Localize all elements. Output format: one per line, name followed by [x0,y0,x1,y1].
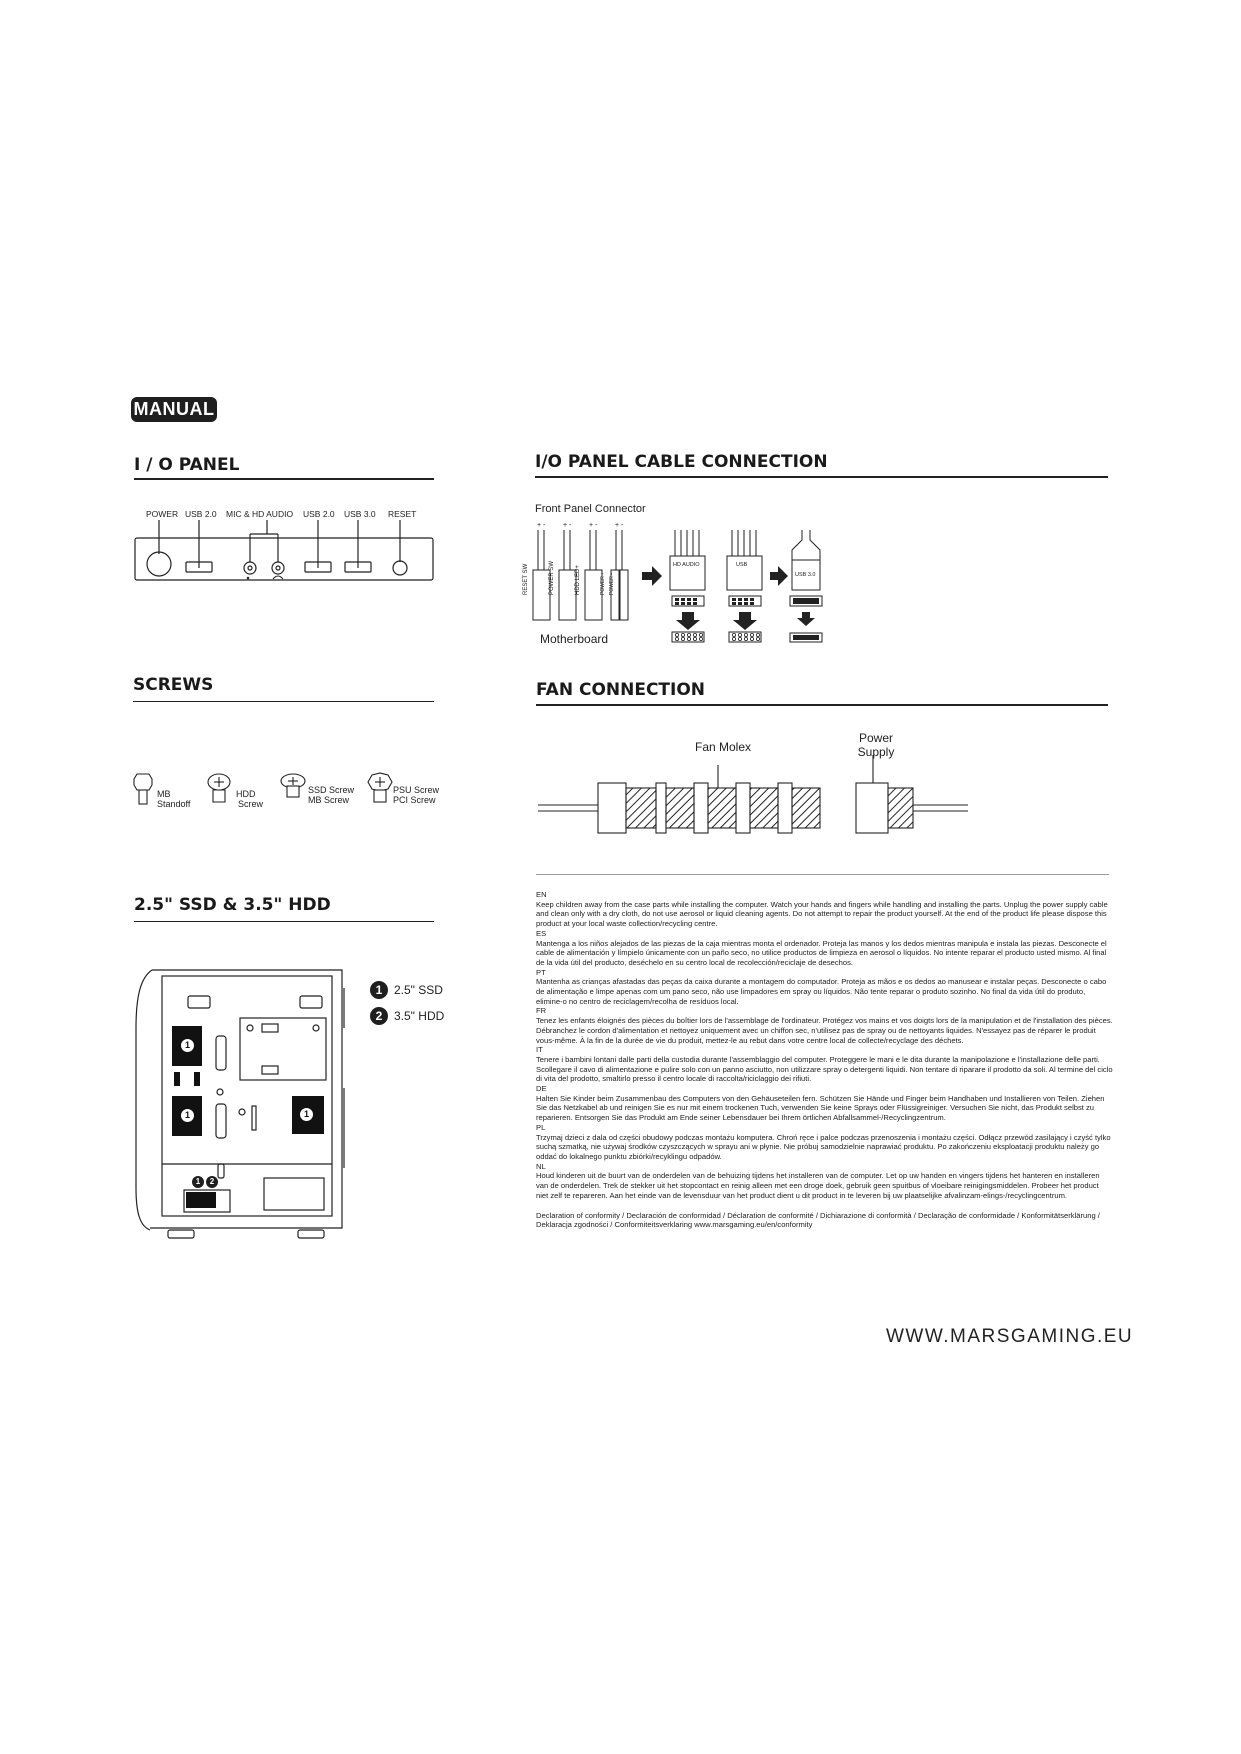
screw-psu-line1: PSU Screw [393,785,440,795]
io-label-usb2-left: USB 2.0 [185,509,217,519]
io-panel-rule [134,478,434,480]
power-label: Power [858,731,893,745]
fan-rule [536,704,1108,706]
ssd-hdd-rule [134,921,434,922]
usb3-plug-label: USB 3.0 [795,572,816,578]
ssd-hdd-title: 2.5" SSD & 3.5" HDD [134,895,331,915]
screw-psu-line2: PCI Screw [393,795,436,805]
screw-hdd-line1: HDD [236,789,256,799]
lang-code-en: EN [536,890,547,899]
bay-mark-1b: 1 [180,1108,195,1123]
plus-minus-2: + - [563,522,572,529]
lang-code-pt: PT [536,967,546,977]
bay-mark-1c: 1 [299,1107,314,1122]
declaration-of-conformity: Declaration of conformity / Declaración de conformidad / Déclaration de conformité / Dichiarazione di conformità / Declaração de conformidade / Konformitätserklärung / Deklaracja zgodności / Conformiteitsverklaring www.marsgaming.eu/en/conformity [536,1210,1100,1230]
screws-rule [133,701,434,702]
lang-code-fr: FR [536,1006,547,1016]
bay-mark-1a: 1 [180,1038,195,1053]
language-divider [536,874,1109,875]
io-label-usb3: USB 3.0 [344,509,376,519]
screw-ssd-line1: SSD Screw [308,785,355,795]
io-cable-rule [535,476,1108,478]
lang-text-de: Halten Sie Kinder beim Zusammenbau des Computers von den Gehäuseteilen fern. Schützen Sie Hände und Finger beim Handhaben und Installieren von Teilen. Ziehen Sie das Netzkabel ab und reinigen Sie es nur mit einem trockenen Tuch, verwenden Sie keine Sprays oder Flüssigreiniger. Versuchen Sie nicht, das Produkt selbst zu reparieren. Entsorgen Sie das Produkt am Ende seiner Lebensdauer bei Ihrem örtlichen Abfallsammel-/Recyclingzentrum. [536,1093,1105,1123]
screw-ssd-label [308,785,354,805]
lang-text-pt: Mantenha as crianças afastadas das peças da caixa durante a montagem do computador. Proteja as mãos e os dedos ao manusear e instalar peças. Desconecte o cabo de alimentação e limpe apenas com um pano seco, não use limpadores em spray ou líquidos. Não tente reparar o produto sozinho. No final da vida útil do produto, elimine-o no centro de reciclagem/recolha de resíduos local. [536,977,1107,1006]
plus-minus-1: + - [537,522,546,529]
io-label-usb2-right: USB 2.0 [303,509,335,519]
pin-label-power-minus: POWER - [609,573,615,595]
io-label-reset: RESET [388,509,417,519]
safety-text-block [536,890,1113,1230]
legend-label-hdd: 3.5" HDD [394,1009,445,1023]
fan-title: FAN CONNECTION [536,680,706,700]
lang-text-pl: Trzymaj dzieci z dala od części obudowy podczas montażu komputera. Chroń ręce i palce podczas przenoszenia i montażu części. Odłącz przewód zasilający i czyść tylko suchą szmatką, nie używaj środków czyszczących w sprayu ani w płynie. Nie próbuj samodzielnie naprawiać produktu. Po zakończeniu eksploatacji produktu należy go oddać do lokalnego punktu zbiórki/recyklingu odpadów. [536,1132,1111,1161]
legend-num-1: 1 [370,981,388,999]
lang-code-de: DE [536,1084,547,1094]
lang-code-es: ES [536,928,547,938]
plus-minus-4: + - [615,522,624,529]
pin-label-reset-sw: RESET SW [523,563,529,595]
hd-audio-label: HD AUDIO [673,562,700,568]
bay-mark-1d: 1 [192,1176,204,1188]
lang-text-it: Tenere i bambini lontani dalle parti della custodia durante l'assemblaggio del computer. Proteggere le mani e le dita durante la manipolazione e l'installazione delle parti. Scollegare il cavo di alimentazione e pulire solo con un panno asciutto, non utilizzare spray o detergenti liquidi. Non tentare di riparare il prodotto da soli. Al termine del ciclo di vita del prodotto, smaltirlo presso il centro locale di raccolta/riciclaggio dei rifiuti. [536,1054,1113,1084]
lang-code-nl: NL [536,1161,546,1171]
lang-text-nl: Houd kinderen uit de buurt van de onderdelen van de behuizing tijdens het installeren van de computer. Let op uw handen en vingers tijdens het hanteren en installeren van de onderdelen. Trek de stekker uit het stopcontact en reinig alleen met een droge doek, gebruik geen spuitbus of vloeibare reinigingsmiddelen. Probeer het product niet zelf te repareren. Aan het einde van de levensduur van het product dient u dit product in te leveren bij uw plaatselijke afvalinzam-elings-/recyclingcentrum. [536,1171,1100,1200]
io-panel-diagram [130,520,440,590]
bay-mark-2a: 2 [206,1176,218,1188]
legend-num-2: 2 [370,1007,388,1025]
screw-hdd-label [236,789,263,809]
io-panel-title: I / O PANEL [134,455,240,475]
screws-title: SCREWS [133,675,214,695]
lang-text-es: Mantenga a los niños alejados de las piezas de la caja mientras monta el ordenador. Proteja las manos y los dedos mientras manipula e instala las piezas. Desconecte el cable de alimentación y límpielo únicamente con un paño seco, no utilice productos de limpieza en aerosol o líquidos. No intente reparar el producto usted mismo. Al final de la vida útil del producto, deséchelo en su centro local de recolección/reciclaje de desechos. [536,938,1107,967]
screw-hdd-line2: Screw [238,799,264,809]
motherboard-label: Motherboard [540,632,609,646]
manual-badge: MANUAL [131,397,217,422]
screw-mb-line2: Standoff [157,799,191,809]
io-cable-title: I/O PANEL CABLE CONNECTION [535,452,828,472]
pin-label-power-plus: POWER + [600,571,606,595]
fan-connection-diagram [538,755,978,840]
pin-label-hdd-led: HDD LED+ [575,565,581,595]
screw-mb-standoff-label [157,789,190,809]
lang-code-it: IT [536,1045,543,1055]
screw-ssd-line2: MB Screw [308,795,350,805]
screw-mb-line1: MB [157,789,171,799]
front-panel-connector-label: Front Panel Connector [535,503,646,515]
website-url[interactable]: WWW.MARSGAMING.EU [886,1326,1134,1347]
lang-text-fr: Tenez les enfants éloignés des pièces du boîtier lors de l'assemblage de l'ordinateur. Protégez vos mains et vos doigts lors de la manipulation et de l'installation des pièces. Débranchez le cordon d'alimentation et nettoyez uniquement avec un chiffon sec, n'utilisez pas de spray ou de nettoyants liquides. N'essayez pas de réparer le produit vous-même. À la fin de la durée de vie du produit, mettez-le au rebut dans votre centre local de collecte/recyclage des déchets. [536,1016,1113,1045]
fan-molex-label: Fan Molex [695,740,752,754]
legend-label-ssd: 2.5" SSD [394,983,443,997]
usb-header-label: USB [736,562,748,568]
screw-psu-label [393,785,439,805]
supply-label: Supply [857,745,895,759]
case-side-diagram [132,968,362,1246]
lang-text-en: Keep children away from the case parts while installing the computer. Watch your hands and fingers while handling and installing the parts. Unplug the power supply cable and clean only with a dry cloth, do not use aerosol or liquid cleaning agents. Do not attempt to repair the product yourself. At the end of the product life please dispose this product at your local waste collection/recycling centre. [536,899,1108,929]
lang-code-pl: PL [536,1122,546,1132]
plus-minus-3: + - [589,522,598,529]
io-label-power: POWER [146,509,179,519]
io-label-mic-audio: MIC & HD AUDIO [226,509,294,519]
pin-label-power-sw: POWER SW [549,561,555,595]
